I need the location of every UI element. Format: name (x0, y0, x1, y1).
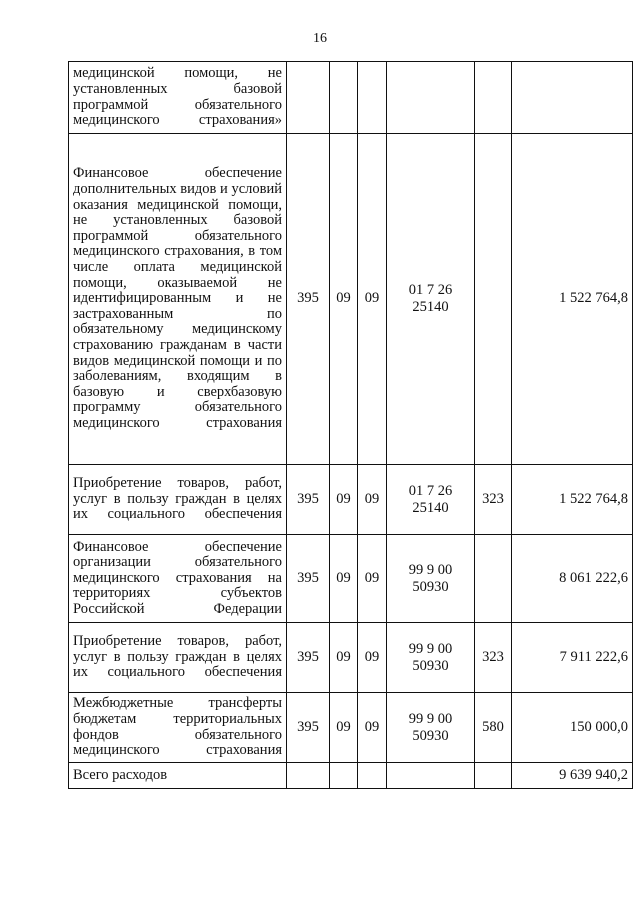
subsection-code: 09 (358, 693, 387, 763)
ministry-code (287, 62, 330, 134)
expense-type-code: 323 (475, 623, 512, 693)
target-article: 99 9 00 50930 (387, 693, 475, 763)
amount: 1 522 764,8 (512, 465, 633, 535)
total-label: Всего расходов (69, 763, 287, 789)
amount: 150 000,0 (512, 693, 633, 763)
budget-table (68, 61, 633, 789)
table-row (69, 62, 633, 134)
section-code: 09 (330, 535, 358, 623)
subsection-code: 09 (358, 623, 387, 693)
amount (512, 62, 633, 134)
total-row (69, 763, 633, 789)
ministry-code: 395 (287, 535, 330, 623)
ministry-code: 395 (287, 134, 330, 465)
subsection-code: 09 (358, 465, 387, 535)
ministry-code: 395 (287, 623, 330, 693)
expense-name: медицинской помощи, не установленных базовой программой обязательного медицинского страхования» (69, 62, 287, 134)
expense-type-code: 580 (475, 693, 512, 763)
target-article: 99 9 00 50930 (387, 535, 475, 623)
section-code (330, 62, 358, 134)
table-row (69, 623, 633, 693)
subsection-code: 09 (358, 535, 387, 623)
target-article: 01 7 26 25140 (387, 134, 475, 465)
amount: 7 911 222,6 (512, 623, 633, 693)
subsection-code: 09 (358, 134, 387, 465)
table-row (69, 134, 633, 465)
table-row (69, 465, 633, 535)
expense-name: Финансовое обеспечение организации обязательного медицинского страхования на территориях субъектов Российской Федерации (69, 535, 287, 623)
expense-type-code (475, 62, 512, 134)
section-code: 09 (330, 693, 358, 763)
expense-name: Финансовое обеспечение дополнительных видов и условий оказания медицинской помощи, не установленных базовой программой обязательного медицинского страхования, в том числе оплата медицинской помощи, оказываемой не идентифицированным и не застрахованным по обязательному медицинскому страхованию гражданам в части видов медицинской помощи и по заболеваниям, входящим в базовую и сверхбазовую программу обязательного медицинского страхования (69, 134, 287, 465)
expense-type-code (475, 535, 512, 623)
ministry-code: 395 (287, 693, 330, 763)
table-row (69, 693, 633, 763)
expense-name: Межбюджетные трансферты бюджетам территориальных фондов обязательного медицинского страхования (69, 693, 287, 763)
section-code: 09 (330, 134, 358, 465)
section-code: 09 (330, 465, 358, 535)
expense-type-code: 323 (475, 465, 512, 535)
expense-name: Приобретение товаров, работ, услуг в пользу граждан в целях их социального обеспечения (69, 465, 287, 535)
page-number: 16 (313, 31, 327, 46)
target-article (387, 62, 475, 134)
expense-name: Приобретение товаров, работ, услуг в пользу граждан в целях их социального обеспечения (69, 623, 287, 693)
target-article: 99 9 00 50930 (387, 623, 475, 693)
expense-type-code (475, 134, 512, 465)
amount: 8 061 222,6 (512, 535, 633, 623)
target-article: 01 7 26 25140 (387, 465, 475, 535)
section-code: 09 (330, 623, 358, 693)
subsection-code (358, 62, 387, 134)
ministry-code: 395 (287, 465, 330, 535)
amount: 1 522 764,8 (512, 134, 633, 465)
total-amount: 9 639 940,2 (512, 763, 633, 789)
table-row (69, 535, 633, 623)
